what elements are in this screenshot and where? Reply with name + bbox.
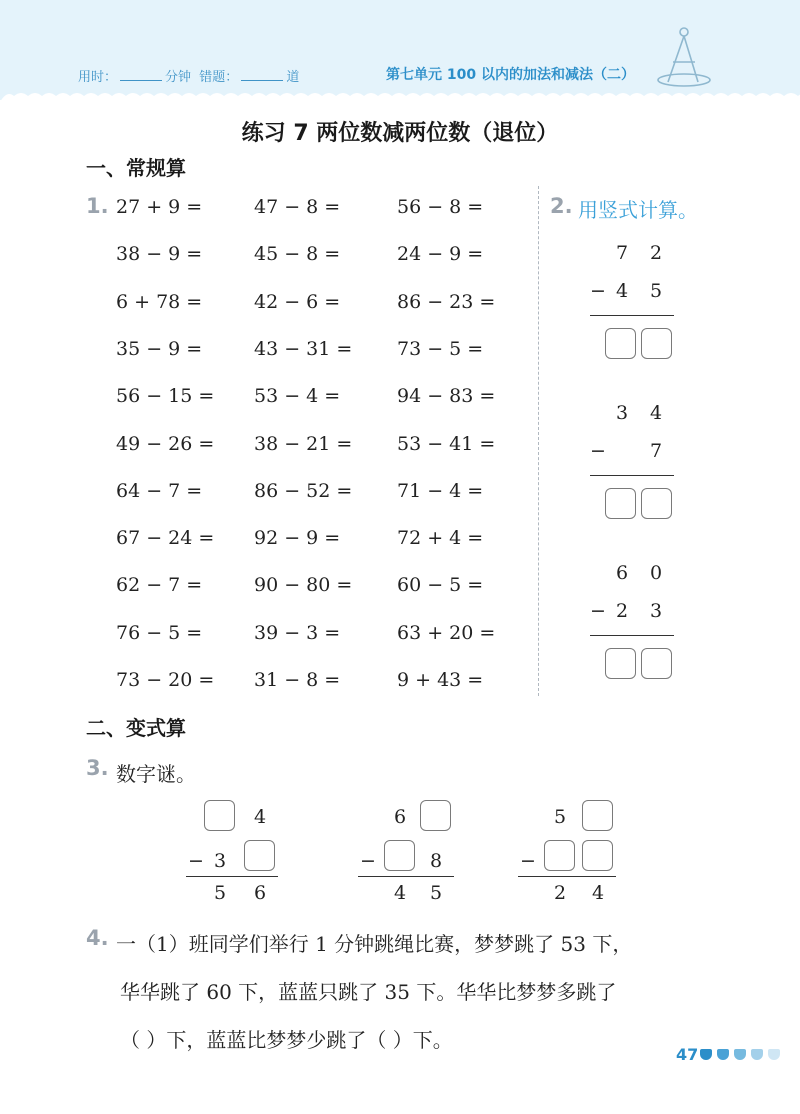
- puzzle-result-line: [518, 876, 616, 877]
- question-4-line-1: 一（1）班同学们举行 1 分钟跳绳比赛，梦梦跳了 53 下，: [116, 932, 633, 956]
- question-4-line-3: （ ）下，蓝蓝比梦梦少跳了（ ）下。: [120, 1028, 453, 1052]
- oral-problem: 31 − 8 =: [254, 669, 341, 691]
- oral-problem: 42 − 6 =: [254, 290, 341, 313]
- oral-problem: 9 + 43 =: [397, 669, 484, 691]
- oral-problem: 6 + 78 =: [116, 290, 203, 313]
- puzzle-blank-box[interactable]: [582, 840, 613, 871]
- vertical-result-line: [590, 475, 674, 476]
- oral-problem: 43 − 31 =: [254, 337, 353, 360]
- oral-problem: 94 − 83 =: [397, 385, 496, 408]
- errors-label: 错题：: [199, 70, 239, 85]
- question-4-line-2: 华华跳了 60 下，蓝蓝只跳了 35 下。华华比梦梦多跳了: [120, 980, 617, 1004]
- oral-problem: 73 − 5 =: [397, 337, 484, 360]
- decor-cup-icon: [717, 1049, 729, 1060]
- puzzle-blank-box[interactable]: [244, 840, 275, 871]
- oral-problem: 49 − 26 =: [116, 432, 215, 455]
- digit-top-ones: 0: [649, 562, 663, 584]
- oral-problem: 24 − 9 =: [397, 243, 484, 266]
- oral-problem: 38 − 9 =: [116, 243, 203, 266]
- puzzle-digit: 6: [393, 806, 407, 828]
- oral-problem: 60 − 5 =: [397, 574, 484, 597]
- question-2-title: 用竖式计算。: [578, 198, 698, 222]
- puzzle-blank-box[interactable]: [384, 840, 415, 871]
- oral-problem: 47 − 8 =: [254, 196, 341, 218]
- oral-problem: 64 − 7 =: [116, 479, 203, 502]
- oral-problem: 39 − 3 =: [254, 621, 341, 644]
- oral-problem: 56 − 8 =: [397, 196, 484, 218]
- oral-problem: 38 − 21 =: [254, 432, 353, 455]
- puzzle-digit: 5: [213, 882, 227, 904]
- oral-problem: 53 − 4 =: [254, 385, 341, 408]
- oral-problem: 86 − 52 =: [254, 479, 353, 502]
- minus-sign: −: [188, 850, 204, 872]
- puzzle-digit: 4: [253, 806, 267, 828]
- question-4-number: 4.: [86, 926, 109, 950]
- vertical-result-line: [590, 635, 674, 636]
- section-variant-calculation: 二、变式算: [86, 716, 186, 740]
- digit-bottom-tens: 4: [615, 280, 629, 302]
- oral-problem: 73 − 20 =: [116, 669, 215, 691]
- puzzle-digit: 8: [429, 850, 443, 872]
- puzzle-digit: 3: [213, 850, 227, 872]
- oral-problem: 71 − 4 =: [397, 479, 484, 502]
- section-regular-calculation: 一、常规算: [86, 156, 186, 180]
- oral-problem: 67 − 24 =: [116, 527, 215, 550]
- digit-top-tens: 7: [615, 242, 629, 264]
- puzzle-digit: 2: [553, 882, 567, 904]
- puzzle-blank-box[interactable]: [544, 840, 575, 871]
- puzzle-result-line: [358, 876, 454, 877]
- minus-sign: −: [590, 440, 606, 462]
- answer-box[interactable]: [605, 328, 636, 359]
- puzzle-digit: 4: [393, 882, 407, 904]
- decor-cup-icon: [768, 1049, 780, 1060]
- oral-problem: 35 − 9 =: [116, 337, 203, 360]
- answer-box[interactable]: [641, 328, 672, 359]
- page-number: 47: [676, 1045, 699, 1064]
- answer-box[interactable]: [641, 648, 672, 679]
- dashed-divider: [538, 186, 539, 696]
- digit-bottom-ones: 5: [649, 280, 663, 302]
- question-3-title: 数字谜。: [116, 762, 196, 786]
- oral-problem: 62 − 7 =: [116, 574, 203, 597]
- minus-sign: −: [590, 600, 606, 622]
- time-blank[interactable]: [120, 68, 162, 81]
- minus-sign: −: [360, 850, 376, 872]
- question-2-number: 2.: [550, 194, 573, 218]
- oral-problem: 92 − 9 =: [254, 527, 341, 550]
- unit-title: 第七单元 100 以内的加法和减法（二）: [386, 67, 635, 83]
- digit-bottom-ones: 3: [649, 600, 663, 622]
- puzzle-blank-box[interactable]: [420, 800, 451, 831]
- puzzle-blank-box[interactable]: [204, 800, 235, 831]
- answer-box[interactable]: [641, 488, 672, 519]
- time-unit: 分钟: [165, 70, 192, 85]
- errors-unit: 道: [286, 70, 300, 85]
- oral-problem: 56 − 15 =: [116, 385, 215, 408]
- oral-problem: 63 + 20 =: [397, 621, 496, 644]
- time-errors-fields: [78, 66, 299, 85]
- oral-problem: 90 − 80 =: [254, 574, 353, 597]
- oral-problem: 27 + 9 =: [116, 196, 203, 218]
- oral-problem: 72 + 4 =: [397, 527, 484, 550]
- header-wave-border: [0, 88, 800, 102]
- digit-top-ones: 4: [649, 402, 663, 424]
- oral-problem: 45 − 8 =: [254, 243, 341, 266]
- puzzle-blank-box[interactable]: [582, 800, 613, 831]
- question-3-number: 3.: [86, 756, 109, 780]
- time-label: 用时：: [78, 70, 118, 85]
- puzzle-digit: 6: [253, 882, 267, 904]
- digit-bottom-ones: 7: [649, 440, 663, 462]
- digit-top-ones: 2: [649, 242, 663, 264]
- puzzle-digit: 5: [553, 806, 567, 828]
- oral-problem: 86 − 23 =: [397, 290, 496, 313]
- decor-cup-icon: [700, 1049, 712, 1060]
- answer-box[interactable]: [605, 488, 636, 519]
- compass-icon: [654, 24, 714, 88]
- answer-box[interactable]: [605, 648, 636, 679]
- decor-cup-icon: [751, 1049, 763, 1060]
- puzzle-result-line: [186, 876, 278, 877]
- oral-problem: 53 − 41 =: [397, 432, 496, 455]
- page-title: 练习 7 两位数减两位数（退位）: [241, 121, 559, 146]
- digit-top-tens: 6: [615, 562, 629, 584]
- puzzle-digit: 4: [591, 882, 605, 904]
- errors-blank[interactable]: [241, 68, 283, 81]
- digit-top-tens: 3: [615, 402, 629, 424]
- minus-sign: −: [590, 280, 606, 302]
- minus-sign: −: [520, 850, 536, 872]
- puzzle-digit: 5: [429, 882, 443, 904]
- vertical-result-line: [590, 315, 674, 316]
- question-1-number: 1.: [86, 194, 109, 218]
- oral-problem: 76 − 5 =: [116, 621, 203, 644]
- digit-bottom-tens: 2: [615, 600, 629, 622]
- decor-cup-icon: [734, 1049, 746, 1060]
